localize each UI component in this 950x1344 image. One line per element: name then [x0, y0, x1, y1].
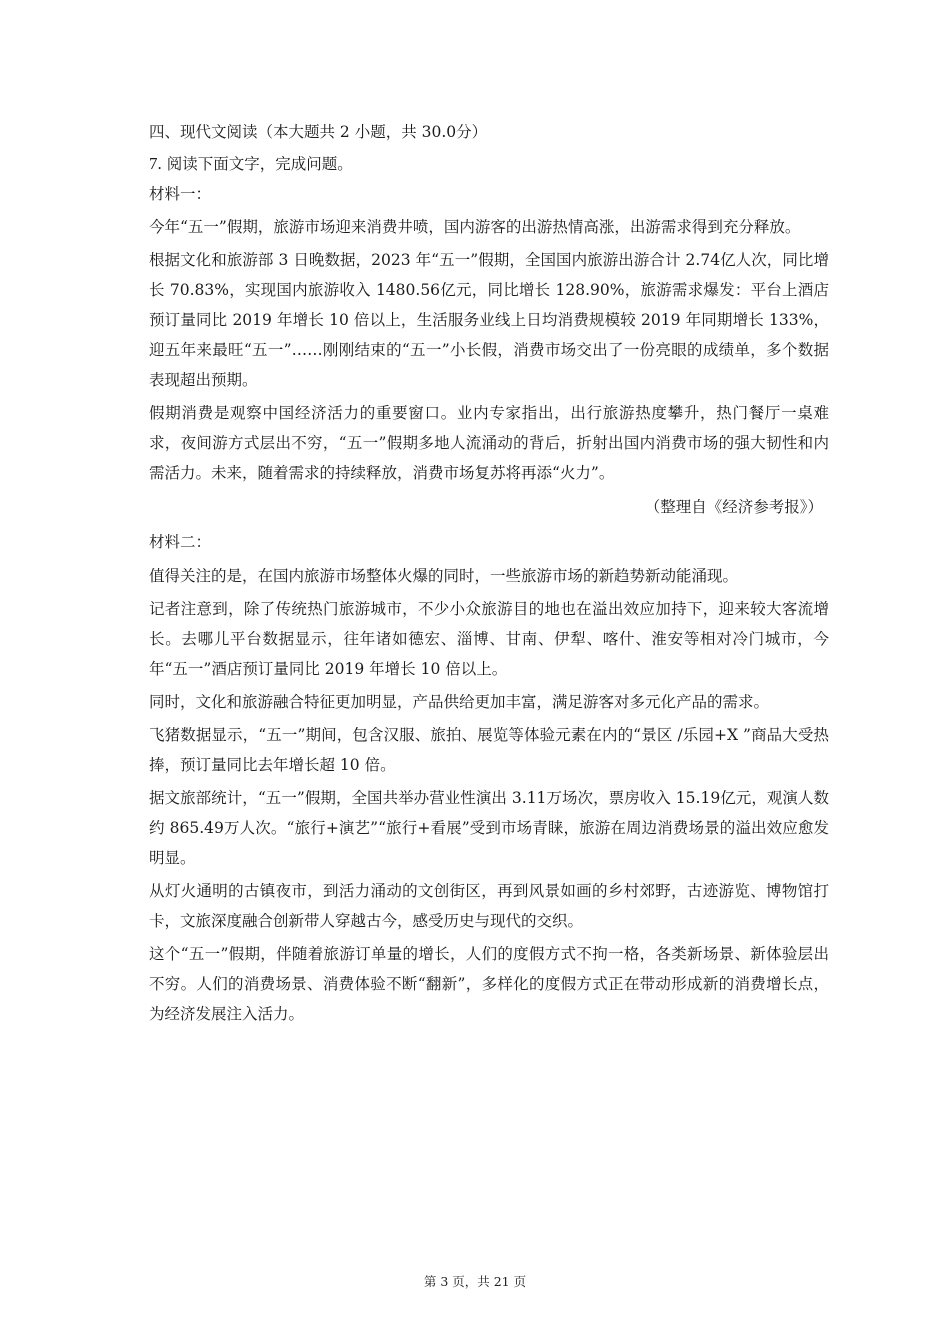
material1-paragraph: 根据文化和旅游部 3 日晚数据，2023 年“五一”假期，全国国内旅游出游合计 2.74亿人次，同比增长 70.83%，实现国内旅游收入 1480.56亿元，同比增长 128.90%，旅游需求爆发：平台上酒店预订量同比 2019 年增长 10 倍以上，生活服务业线上日均消费规模较 2019 年同期增长 133%，迎五年来最旺“五一”……刚刚结束的“五一”小长假，消费市场交出了一份亮眼的成绩单，多个数据表现超出预期。 [149, 250, 829, 389]
material1-label: 材料一： [149, 185, 212, 203]
question-number: 7. [149, 153, 162, 173]
page-footer: 第 3 页，共 21 页 [423, 1274, 527, 1289]
question-line [149, 149, 829, 180]
material2-paragraph: 值得关注的是，在国内旅游市场整体火爆的同时，一些旅游市场的新趋势新动能涌现。 [149, 566, 739, 585]
question-prompt: 阅读下面文字，完成问题。 [166, 154, 353, 173]
material2-paragraph: 据文旅部统计，“五一”假期，全国共举办营业性演出 3.11万场次，票房收入 15.19亿元，观演人数约 865.49万人次。“旅行+演艺”“旅行+看展”受到市场青睐，旅游在周边消费场景的溢出效应愈发明显。 [149, 788, 829, 867]
material2-paragraph: 同时，文化和旅游融合特征更加明显，产品供给更加丰富，满足游客对多元化产品的需求。 [149, 692, 770, 711]
material2-paragraph: 从灯火通明的古镇夜市，到活力涌动的文创街区，再到风景如画的乡村郊野，古迹游览、博物馆打卡，文旅深度融合创新带人穿越古今，感受历史与现代的交织。 [149, 881, 829, 930]
exam-page-body [149, 118, 829, 1029]
material2-paragraph: 记者注意到，除了传统热门旅游城市，不少小众旅游目的地也在溢出效应加持下，迎来较大客流增长。去哪儿平台数据显示，往年诸如德宏、淄博、甘南、伊犁、喀什、淮安等相对冷门城市，今年“五一”酒店预订量同比 2019 年增长 10 倍以上。 [149, 599, 829, 678]
material1-paragraph: 今年“五一”假期，旅游市场迎来消费井喷，国内游客的出游热情高涨，出游需求得到充分释放。 [149, 217, 801, 236]
material2-paragraph: 这个“五一”假期，伴随着旅游订单量的增长，人们的度假方式不拘一格，各类新场景、新体验层出不穷。人们的消费场景、消费体验不断“翻新”，多样化的度假方式正在带动形成新的消费增长点，为经济发展注入活力。 [149, 944, 829, 1023]
material2-paragraph: 飞猪数据显示，“五一”期间，包含汉服、旅拍、展览等体验元素在内的“景区 /乐园+X ”商品大受热捧，预订量同比去年增长超 10 倍。 [149, 725, 829, 774]
section-heading: 四、现代文阅读（本大题共 2 小题，共 30.0分） [149, 123, 488, 141]
material1-paragraph: 假期消费是观察中国经济活力的重要窗口。业内专家指出，出行旅游热度攀升，热门餐厅一桌难求，夜间游方式层出不穷，“五一”假期多地人流涌动的背后，折射出国内消费市场的强大韧性和内需活力。未来，随着需求的持续释放，消费市场复苏将再添“火力”。 [149, 403, 829, 482]
material2-label: 材料二： [149, 533, 212, 551]
material1-source: （整理自《经济参考报》） [644, 497, 823, 516]
